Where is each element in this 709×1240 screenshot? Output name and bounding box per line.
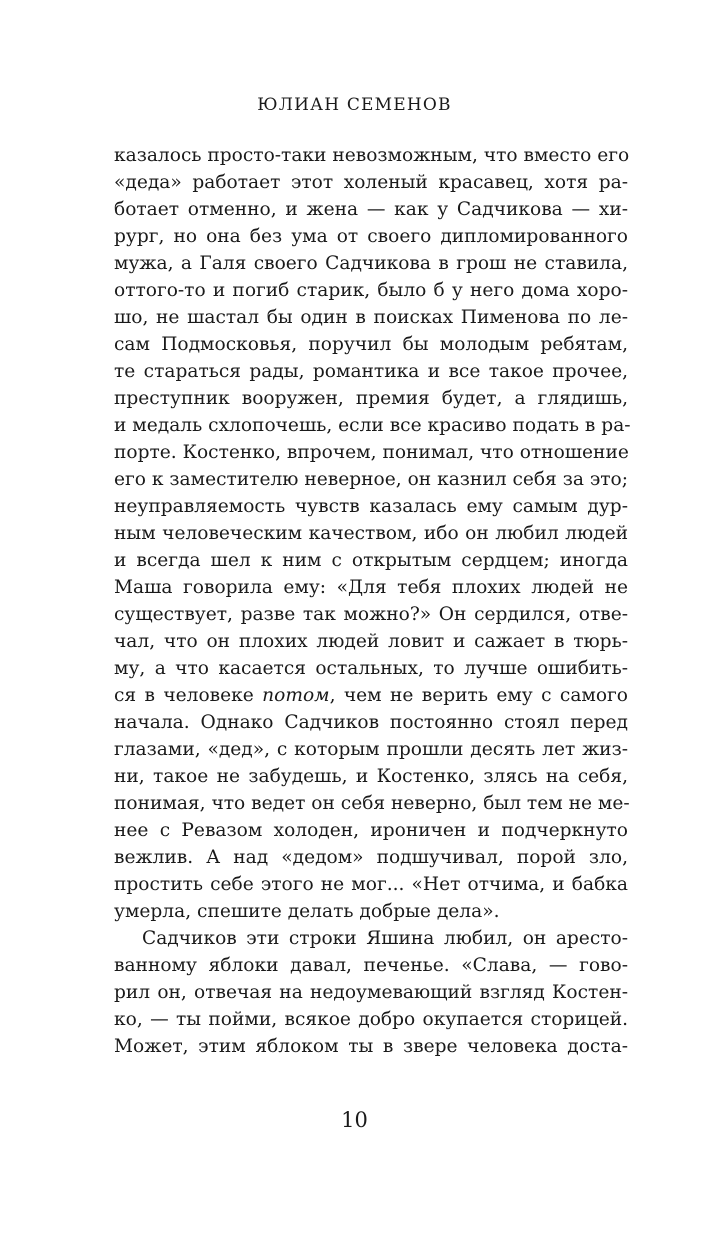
text-line: казалось просто-таки невозможным, что вместо его bbox=[114, 145, 630, 166]
text-line: чал, что он плохих людей ловит и сажает в тюрь- bbox=[114, 631, 628, 652]
text-line: начала. Однако Садчиков постоянно стоял перед bbox=[114, 712, 628, 733]
text-line: шо, не шастал бы один в поисках Пименова по ле- bbox=[114, 307, 628, 328]
text-line: ботает отменно, и жена — как у Садчикова — хи- bbox=[114, 199, 628, 220]
text-line: его к заместителю неверное, он казнил себя за это; bbox=[114, 469, 628, 490]
text-line: вежлив. А над «дедом» подшучивал, порой зло, bbox=[114, 847, 628, 868]
text-fragment: ся в человеке bbox=[114, 685, 263, 706]
text-line: существует, разве так можно?» Он сердился, отве- bbox=[114, 604, 628, 625]
text-line: ни, такое не забудешь, и Костенко, злясь на себя, bbox=[114, 766, 628, 787]
text-line: нее с Ревазом холоден, ироничен и подчеркнуто bbox=[114, 820, 628, 841]
text-line: рург, но она без ума от своего дипломированного bbox=[114, 226, 628, 247]
text-line: оттого-то и погиб старик, было б у него дома хоро- bbox=[114, 280, 628, 301]
text-line: Маша говорила ему: «Для тебя плохих людей не bbox=[114, 577, 628, 598]
text-line: те стараться рады, романтика и все такое прочее, bbox=[114, 361, 628, 382]
running-head: ЮЛИАН СЕМЕНОВ bbox=[257, 95, 452, 115]
text-line: ванному яблоки давал, печенье. «Слава, — гово- bbox=[114, 955, 628, 976]
text-line: му, а что касается остальных, то лучше ошибить- bbox=[114, 658, 628, 679]
text-line: понимая, что ведет он себя неверно, был тем не ме- bbox=[114, 793, 630, 814]
text-fragment: , чем не верить ему с самого bbox=[329, 685, 628, 706]
italic-word: потом bbox=[262, 685, 330, 706]
text-line: сам Подмосковья, поручил бы молодым ребятам, bbox=[114, 334, 628, 355]
text-line: и всегда шел к ним с открытым сердцем; иногда bbox=[114, 550, 628, 571]
page-number: 10 bbox=[341, 1108, 368, 1132]
text-line: и медаль схлопочешь, если все красиво подать в ра- bbox=[114, 415, 631, 436]
text-line: Садчиков эти строки Яшина любил, он аресто- bbox=[142, 928, 628, 949]
text-line-with-italic bbox=[114, 682, 628, 709]
text-line: «деда» работает этот холеный красавец, хотя ра- bbox=[114, 172, 628, 193]
text-line: глазами, «дед», с которым прошли десять лет жиз- bbox=[114, 739, 628, 760]
text-line: преступник вооружен, премия будет, а глядишь, bbox=[114, 388, 628, 409]
text-line: ным человеческим качеством, ибо он любил людей bbox=[114, 523, 628, 544]
text-line: неуправляемость чувств казалась ему самым дур- bbox=[114, 496, 628, 517]
text-line: мужа, а Галя своего Садчикова в грош не ставила, bbox=[114, 253, 628, 274]
text-line: порте. Костенко, впрочем, понимал, что отношение bbox=[114, 442, 629, 463]
text-line: умерла, спешите делать добрые дела». bbox=[114, 901, 500, 922]
text-line: простить себе этого не мог... «Нет отчима, и бабка bbox=[114, 874, 628, 895]
text-line: Может, этим яблоком ты в звере человека доста- bbox=[114, 1036, 628, 1057]
body-text bbox=[114, 142, 631, 1060]
text-line: рил он, отвечая на недоумевающий взгляд Костен- bbox=[114, 982, 628, 1003]
text-line: ко, — ты пойми, всякое добро окупается сторицей. bbox=[114, 1009, 628, 1030]
